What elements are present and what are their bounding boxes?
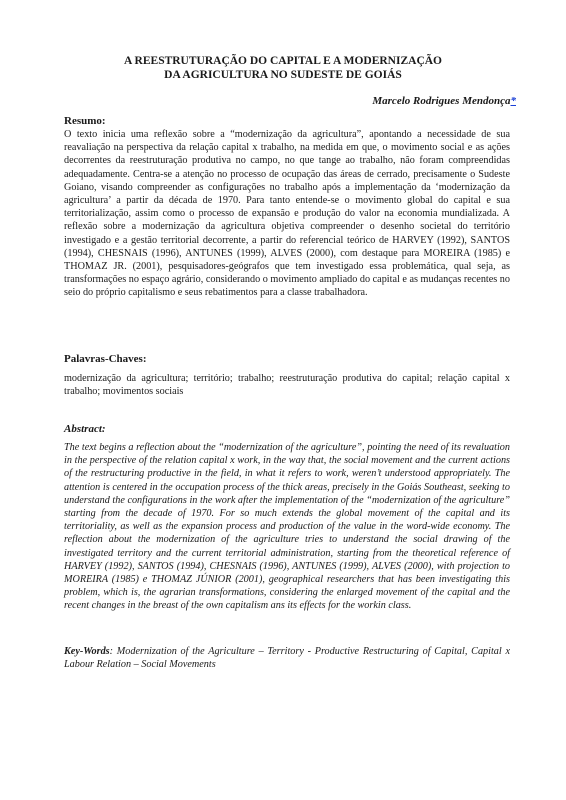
keywords-text: : Modernization of the Agriculture – Territory - Productive Restructuring of Capital, Capital x Labour Relation – Social Movements [64,646,510,671]
palavras-chaves-heading: Palavras-Chaves: [64,353,147,365]
resumo-heading: Resumo: [64,115,106,127]
paper-title [60,55,506,82]
author-line [372,95,516,107]
palavras-chaves-text: modernização da agricultura; território; trabalho; reestruturação produtiva do capital; relação capital x trabalho; movimentos sociais [64,373,510,398]
keywords-label: Key-Words [64,646,110,657]
resumo-text: O texto inicia uma reflexão sobre a “modernização da agricultura”, apontando a necessidade de sua reavaliação na perspectiva da relação capital x trabalho, na medida em que, o movimento social e as ações decorrentes da reestruturação produtiva no campo, no que tange ao trabalho, não foram compreendidas adequadamente. Centra-se a atenção no processo de ocupação das áreas de cerrado, precisamente o Sudeste Goiano, visando compreender as configurações no trabalho após a implementação da ‘modernização da agricultura’ a partir da década de 1970. Para tanto entende-se o movimento global do capital e sua territorialização, assim como o processo de expansão e produção do valor na economia mundializada. A reflexão sobre a modernização da agricultura objetiva compreender o desenho societal do território investigado e a gestão territorial decorrente, a partir do referencial teórico de HARVEY (1992), SANTOS (1994), CHESNAIS (1996), ANTUNES (1999), ALVES (2000), com destaque para MOREIRA (1985) e THOMAZ JR. (2001), pesquisadores-geógrafos que tem investigado essa problemática, qual seja, as transformações no espaço agrário, considerando o movimento ampliado do capital e as mudanças recentes no seio do próprio capitalismo e seus rebatimentos para a classe trabalhadora. [64,129,510,299]
author-name: Marcelo Rodrigues Mendonça [372,95,511,107]
keywords-paragraph [64,645,510,671]
abstract-heading: Abstract: [64,423,106,435]
author-footnote-link[interactable]: * [510,95,516,107]
title-line-1: A REESTRUTURAÇÃO DO CAPITAL E A MODERNIZAÇÃO [124,55,442,67]
title-line-2: DA AGRICULTURA NO SUDESTE DE GOIÁS [164,68,402,81]
abstract-text: The text begins a reflection about the “modernization of the agriculture”, pointing the need of its revaluation in the perspective of the relation capital x work, in the way that, the social movement and the current actions of the restructuring productive in the field, in what it refers to work, weren’t understood appropriately. The attention is centered in the occupation process of the thick areas, precisely in the Goiás Southeast, seeking to understand the configurations in the work after the implementation of the “modernization of the agriculture” starting from the decade of 1970. For so much extends the global movement of the capital and its territoriality, as well as the expansion process and production of the value in the word-wide economy. The reflection about the modernization of the agriculture tries to understand the social drawing of the investigated territory and the current territorial administration, starting from the theoretical reference of HARVEY (1992), SANTOS (1994), CHESNAIS (1996), ANTUNES (1999), ALVES (2000), with projection to MOREIRA (1985) e THOMAZ JÚNIOR (2001), geographical researchers that has been investigating this problem, which is, the agrarian transformations, considering the enlarged movement of the capital and the recent changes in the breast of the own capitalism ans its effects for the workin class. [64,442,510,612]
